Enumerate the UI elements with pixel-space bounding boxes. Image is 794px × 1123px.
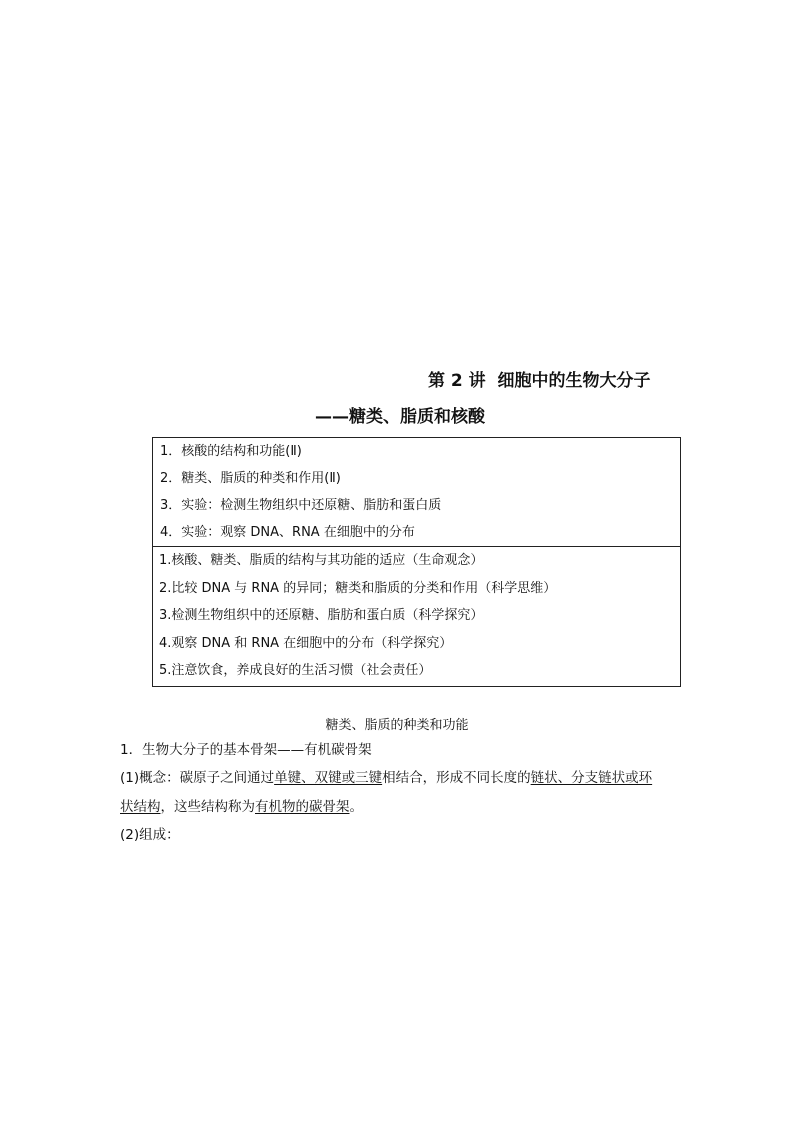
composition-label: (2)组成： [120, 827, 180, 843]
item-1-heading: 1．生物大分子的基本骨架——有机碳骨架 [120, 742, 372, 758]
concept-text: (1)概念：碳原子之间通过 [120, 770, 275, 786]
requirement-item: 2．糖类、脂质的种类和作用(Ⅱ) [160, 471, 341, 486]
lecture-title: 第 2 讲 细胞中的生物大分子 [428, 371, 651, 391]
requirement-item: 1．核酸的结构和功能(Ⅱ) [160, 444, 302, 459]
requirements-section [153, 438, 680, 547]
objectives-table [152, 437, 681, 687]
concept-text: ，这些结构称为 [160, 799, 255, 815]
literacy-section [153, 547, 680, 687]
concept-line-1 [120, 768, 652, 788]
lecture-subtitle: ——糖类、脂质和核酸 [315, 407, 485, 427]
literacy-item: 5.注意饮食，养成良好的生活习惯（社会责任） [159, 663, 432, 678]
concept-answer-bonds: 单键、双键或三键 [274, 770, 383, 786]
literacy-item: 2.比较 DNA 与 RNA 的异同；糖类和脂质的分类和作用（科学思维） [159, 580, 557, 596]
section-heading: 糖类、脂质的种类和功能 [325, 718, 469, 733]
literacy-item: 4.观察 DNA 和 RNA 在细胞中的分布（科学探究） [159, 635, 453, 651]
requirement-item: 4．实验：观察 DNA、RNA 在细胞中的分布 [160, 525, 415, 540]
requirement-item: 3．实验：检测生物组织中还原糖、脂肪和蛋白质 [160, 498, 442, 513]
concept-answer-structure: 链状、分支链状或环 [530, 770, 653, 786]
literacy-item: 1.核酸、糖类、脂质的结构与其功能的适应（生命观念） [159, 553, 484, 568]
concept-answer-skeleton: 有机物的碳骨架 [255, 799, 350, 815]
literacy-item: 3.检测生物组织中的还原糖、脂肪和蛋白质（科学探究） [159, 608, 484, 623]
concept-answer-structure-cont: 状结构 [120, 799, 161, 815]
concept-text: 。 [349, 799, 363, 815]
concept-text: 相结合，形成不同长度的 [382, 770, 531, 786]
concept-line-2 [120, 797, 363, 817]
